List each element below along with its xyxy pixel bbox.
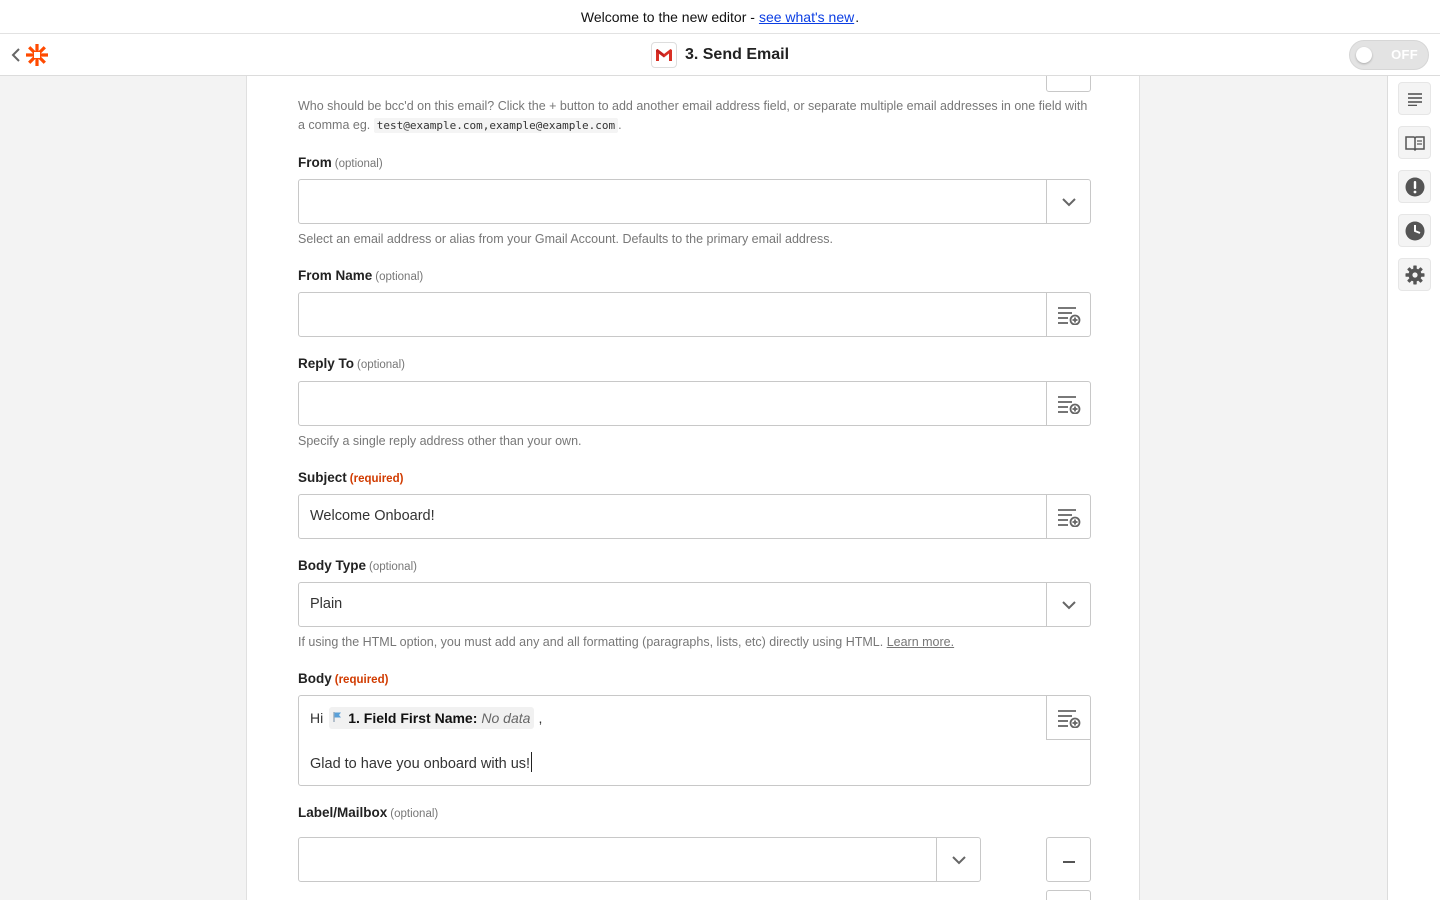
bcc-hint-example: test@example.com,example@example.com xyxy=(374,118,618,133)
mapped-field-pill[interactable] xyxy=(329,707,534,729)
settings-gear-icon[interactable] xyxy=(1398,258,1431,291)
subject-value: Welcome Onboard! xyxy=(310,508,435,524)
bcc-add-field-button[interactable] xyxy=(1046,76,1091,92)
chevron-down-icon[interactable] xyxy=(1046,180,1090,223)
body-line-1 xyxy=(310,707,542,729)
label-mailbox-label xyxy=(298,805,438,820)
whats-new-link[interactable]: see what's new xyxy=(758,8,855,25)
insert-data-icon[interactable] xyxy=(1046,382,1090,425)
body-type-optional-tag: (optional) xyxy=(369,561,417,573)
body-type-value: Plain xyxy=(310,596,343,612)
docs-book-icon[interactable] xyxy=(1398,126,1431,159)
reply-to-input[interactable] xyxy=(298,381,1091,426)
pill-field-name: 1. Field First Name: xyxy=(348,710,478,726)
body-type-hint-text: If using the HTML option, you must add any and all formatting (paragraphs, lists, etc) directly using HTML. xyxy=(298,635,884,649)
toggle-label: OFF xyxy=(1391,47,1418,62)
from-hint: Select an email address or alias from your Gmail Account. Defaults to the primary email address. xyxy=(298,232,833,246)
subject-required-tag: (required) xyxy=(349,473,404,485)
body-prefix: Hi xyxy=(310,710,324,726)
body-type-label-text: Body Type xyxy=(298,558,367,573)
body-type-select[interactable] xyxy=(298,582,1091,627)
remove-field-button[interactable] xyxy=(1046,837,1091,882)
reply-to-optional-tag: (optional) xyxy=(357,359,405,371)
bcc-hint-text: Who should be bcc'd on this email? Click the + button to add another email address field, or separate multiple email addresses in one field with a comma eg. xyxy=(298,99,1088,132)
add-field-button[interactable] xyxy=(1046,890,1091,900)
banner-text: Welcome to the new editor - xyxy=(580,8,755,25)
body-comma: , xyxy=(538,710,543,726)
bcc-hint-end: . xyxy=(618,118,622,132)
minus-icon xyxy=(1063,851,1075,869)
subject-input[interactable] xyxy=(298,494,1091,539)
outline-icon[interactable] xyxy=(1398,82,1431,115)
right-sidebar xyxy=(1387,76,1440,900)
label-mailbox-optional-tag: (optional) xyxy=(390,808,439,820)
alert-icon[interactable] xyxy=(1398,170,1431,203)
pill-field-value: No data xyxy=(481,710,531,726)
learn-more-link[interactable]: Learn more. xyxy=(886,635,955,649)
gmail-icon xyxy=(651,42,677,68)
insert-data-icon[interactable] xyxy=(1046,495,1090,538)
from-name-label-text: From Name xyxy=(298,268,373,283)
from-name-label xyxy=(298,268,423,283)
announcement-banner xyxy=(0,0,1440,34)
subject-label xyxy=(298,470,403,485)
step-config-panel xyxy=(246,76,1140,900)
step-title[interactable] xyxy=(0,34,1440,76)
text-cursor xyxy=(531,752,532,772)
reply-to-label-text: Reply To xyxy=(298,356,355,371)
zap-on-off-toggle[interactable] xyxy=(1349,40,1429,70)
insert-data-icon[interactable] xyxy=(1046,293,1090,336)
chevron-down-icon[interactable] xyxy=(1046,583,1090,626)
from-select[interactable] xyxy=(298,179,1091,224)
from-label xyxy=(298,155,383,170)
label-mailbox-label-text: Label/Mailbox xyxy=(298,805,388,820)
body-label-text: Body xyxy=(298,671,332,686)
body-type-label xyxy=(298,558,417,573)
reply-to-label xyxy=(298,356,405,371)
body-type-hint xyxy=(298,633,954,652)
from-name-input[interactable] xyxy=(298,292,1091,337)
editor-header xyxy=(0,34,1440,76)
body-required-tag: (required) xyxy=(334,674,389,686)
body-editor[interactable] xyxy=(298,695,1091,786)
body-line-2 xyxy=(310,752,532,772)
banner-suffix: . xyxy=(855,8,860,25)
from-label-text: From xyxy=(298,155,332,170)
label-mailbox-select[interactable] xyxy=(298,837,981,882)
subject-label-text: Subject xyxy=(298,470,347,485)
from-optional-tag: (optional) xyxy=(334,158,383,170)
webhook-flag-icon xyxy=(333,710,343,726)
body-line-2-text: Glad to have you onboard with us! xyxy=(310,756,531,772)
from-name-optional-tag: (optional) xyxy=(375,271,424,283)
reply-to-hint: Specify a single reply address other than your own. xyxy=(298,434,582,448)
history-clock-icon[interactable] xyxy=(1398,214,1431,247)
bcc-hint xyxy=(298,97,1093,135)
insert-data-icon[interactable] xyxy=(1046,696,1090,740)
step-title-text: 3. Send Email xyxy=(684,46,790,63)
body-label xyxy=(298,671,388,686)
chevron-down-icon[interactable] xyxy=(936,838,980,881)
toggle-knob xyxy=(1356,47,1372,63)
